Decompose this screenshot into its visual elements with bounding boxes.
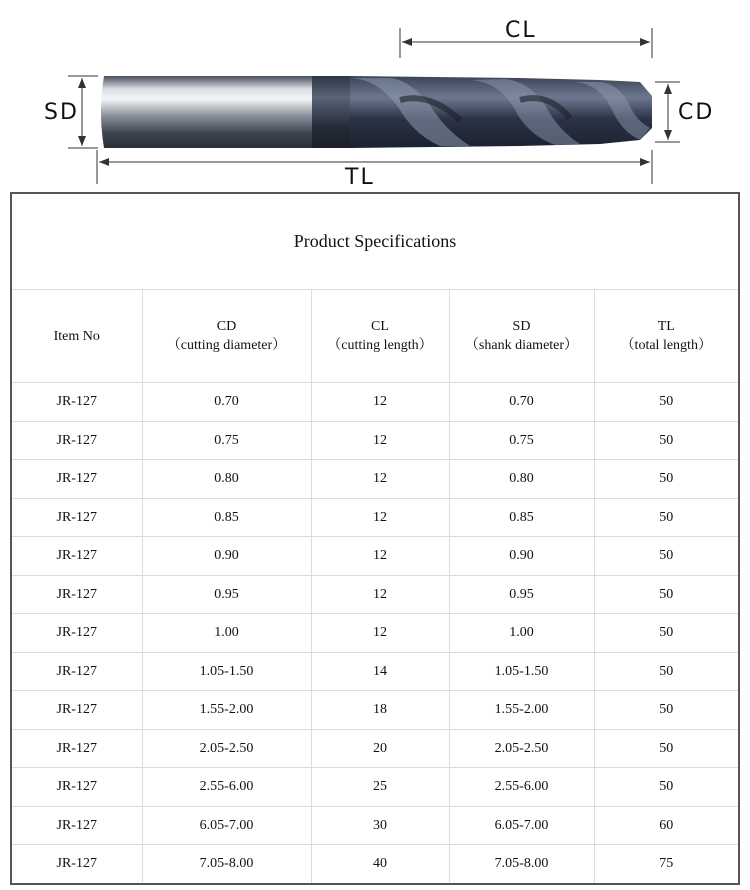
header-sub: （cutting diameter）	[166, 338, 287, 353]
cl-cell: 12	[311, 498, 449, 537]
item-no-cell: JR-127	[11, 806, 142, 845]
header-main: CD	[216, 319, 237, 334]
tl-cell: 50	[594, 498, 739, 537]
cd-label: CD	[678, 100, 715, 125]
cd-cell: 1.55-2.00	[142, 691, 311, 730]
table-row	[11, 460, 739, 499]
cd-cell: 0.90	[142, 537, 311, 576]
tl-cell: 50	[594, 383, 739, 422]
item-no-cell: JR-127	[11, 537, 142, 576]
neck	[312, 76, 352, 148]
tl-cell: 50	[594, 768, 739, 807]
cd-cell: 2.05-2.50	[142, 729, 311, 768]
cd-cell: 0.75	[142, 421, 311, 460]
tl-cell: 50	[594, 421, 739, 460]
table-row	[11, 614, 739, 653]
item-no-cell: JR-127	[11, 575, 142, 614]
table-row	[11, 383, 739, 422]
cd-cell: 0.80	[142, 460, 311, 499]
header-tl	[594, 290, 739, 383]
cl-cell: 12	[311, 537, 449, 576]
cl-cell: 12	[311, 575, 449, 614]
item-no-cell: JR-127	[11, 729, 142, 768]
sd-label: SD	[44, 100, 79, 125]
cd-cell: 0.70	[142, 383, 311, 422]
item-no-cell: JR-127	[11, 383, 142, 422]
cl-cell: 12	[311, 421, 449, 460]
tl-cell: 50	[594, 729, 739, 768]
sd-cell: 2.55-6.00	[449, 768, 594, 807]
table-row	[11, 575, 739, 614]
header-cl	[311, 290, 449, 383]
sd-cell: 7.05-8.00	[449, 845, 594, 884]
header-main: SD	[512, 319, 531, 334]
header-sub: （shank diameter）	[464, 338, 579, 353]
sd-cell: 0.75	[449, 421, 594, 460]
header-sub: （cutting length）	[327, 338, 433, 353]
cd-cell: 6.05-7.00	[142, 806, 311, 845]
drill-diagram	[0, 0, 750, 190]
sd-cell: 2.05-2.50	[449, 729, 594, 768]
sd-cell: 0.90	[449, 537, 594, 576]
item-no-cell: JR-127	[11, 652, 142, 691]
header-sub: （total length）	[620, 338, 712, 353]
item-no-cell: JR-127	[11, 768, 142, 807]
tl-cell: 50	[594, 537, 739, 576]
sd-cell: 1.05-1.50	[449, 652, 594, 691]
table-row	[11, 729, 739, 768]
sd-cell: 1.55-2.00	[449, 691, 594, 730]
tl-cell: 50	[594, 614, 739, 653]
item-no-cell: JR-127	[11, 460, 142, 499]
spec-table	[10, 192, 740, 885]
item-no-cell: JR-127	[11, 845, 142, 884]
table-row	[11, 845, 739, 884]
table-row	[11, 691, 739, 730]
cd-cell: 0.85	[142, 498, 311, 537]
table-title: Product Specifications	[11, 193, 739, 290]
sd-cell: 1.00	[449, 614, 594, 653]
table-row	[11, 652, 739, 691]
cl-cell: 20	[311, 729, 449, 768]
tl-cell: 75	[659, 856, 674, 872]
cd-cell: 2.55-6.00	[142, 768, 311, 807]
tl-cell: 50	[594, 691, 739, 730]
header-item-no	[11, 290, 142, 383]
cd-cell: 1.00	[142, 614, 311, 653]
cl-cell: 40	[311, 845, 449, 884]
shank	[101, 76, 312, 148]
cl-cell: 25	[311, 768, 449, 807]
tl-label: TL	[345, 165, 375, 190]
cl-cell: 30	[311, 806, 449, 845]
header-cd	[142, 290, 311, 383]
drill-bit-illustration	[0, 0, 750, 190]
cd-cell: 0.95	[142, 575, 311, 614]
header-sd	[449, 290, 594, 383]
item-no-cell: JR-127	[11, 421, 142, 460]
table-row	[11, 498, 739, 537]
cl-cell: 12	[311, 383, 449, 422]
cl-cell: 14	[311, 652, 449, 691]
sd-cell: 0.85	[449, 498, 594, 537]
table-row	[11, 421, 739, 460]
cl-cell: 18	[311, 691, 449, 730]
table-row	[11, 537, 739, 576]
tl-cell: 50	[594, 575, 739, 614]
sd-cell: 6.05-7.00	[449, 806, 594, 845]
sd-cell: 0.80	[449, 460, 594, 499]
table-row	[11, 806, 739, 845]
sd-cell: 0.95	[449, 575, 594, 614]
sd-cell: 0.70	[449, 383, 594, 422]
title-row	[11, 193, 739, 290]
header-main: CL	[371, 319, 389, 334]
cl-label: CL	[505, 18, 537, 43]
tl-cell: 50	[594, 652, 739, 691]
header-row	[11, 290, 739, 383]
cd-cell: 7.05-8.00	[142, 845, 311, 884]
tl-cell: 50	[594, 460, 739, 499]
item-no-cell: JR-127	[11, 614, 142, 653]
header-main: Item No	[53, 328, 100, 344]
cd-cell: 1.05-1.50	[142, 652, 311, 691]
header-main: TL	[657, 319, 675, 334]
tl-cell: 60	[594, 806, 739, 845]
table-row	[11, 768, 739, 807]
item-no-cell: JR-127	[11, 691, 142, 730]
cl-cell: 12	[311, 614, 449, 653]
item-no-cell: JR-127	[11, 498, 142, 537]
cl-cell: 12	[311, 460, 449, 499]
